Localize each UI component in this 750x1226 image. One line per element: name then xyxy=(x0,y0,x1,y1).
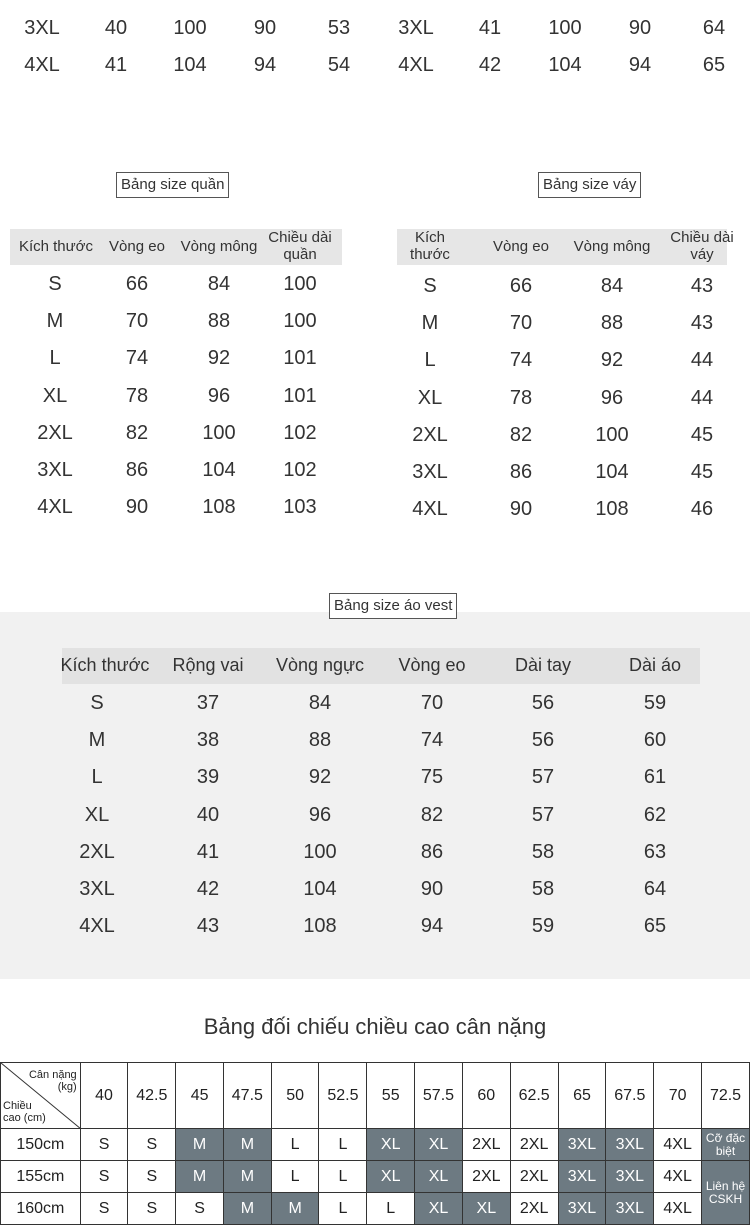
vest-cell: 92 xyxy=(308,766,332,789)
skirt-cell: 2XL xyxy=(412,423,448,446)
vest-cell: 41 xyxy=(196,840,220,863)
weight-header-cell: 70 xyxy=(654,1063,702,1129)
top-left-cell: 104 xyxy=(173,54,207,76)
pants-cell: 100 xyxy=(283,273,317,295)
top-left-cell: 90 xyxy=(253,17,277,39)
weight-header-cell: 47.5 xyxy=(223,1063,271,1129)
height-cell: 150cm xyxy=(1,1129,81,1161)
size-cell: L xyxy=(319,1193,367,1225)
skirt-cell: 108 xyxy=(595,498,629,521)
size-cell: 3XL xyxy=(558,1161,606,1193)
vest-cell: 43 xyxy=(196,915,220,938)
pants-cell: 78 xyxy=(125,384,149,407)
size-cell: S xyxy=(80,1161,128,1193)
size-cell: L xyxy=(271,1161,319,1193)
pants-cell: 4XL xyxy=(37,496,73,519)
skirt-cell: 45 xyxy=(690,423,714,446)
skirt-cell: L xyxy=(424,349,436,372)
size-cell: M xyxy=(271,1193,319,1225)
weight-header-cell: 72.5 xyxy=(702,1063,750,1129)
size-cell: 2XL xyxy=(510,1129,558,1161)
vest-cell: 60 xyxy=(643,729,667,752)
weight-header-cell: 40 xyxy=(80,1063,128,1129)
skirt-cell: 70 xyxy=(509,312,533,335)
vest-header-4: Dài tay xyxy=(514,655,572,675)
size-cell: XL xyxy=(367,1161,415,1193)
special-size-note: Cỡ đặc biệt xyxy=(702,1129,750,1161)
pants-cell: 96 xyxy=(207,384,231,407)
vest-cell: 75 xyxy=(420,766,444,789)
vest-cell: S xyxy=(90,692,104,714)
vest-cell: 104 xyxy=(303,878,337,900)
height-cell: 155cm xyxy=(1,1161,81,1193)
vest-cell: 65 xyxy=(643,915,667,938)
vest-cell: L xyxy=(91,766,103,789)
size-cell: 4XL xyxy=(654,1129,702,1161)
pants-cell: 74 xyxy=(125,347,149,370)
skirt-cell: 4XL xyxy=(412,498,448,521)
size-cell: XL xyxy=(415,1129,463,1161)
skirt-cell: 82 xyxy=(509,423,533,446)
size-cell: XL xyxy=(415,1193,463,1225)
skirt-header-hip: Vòng mông xyxy=(573,238,651,255)
skirt-cell: 86 xyxy=(509,461,533,483)
pants-cell: 104 xyxy=(202,459,236,481)
weight-header-cell: 55 xyxy=(367,1063,415,1129)
top-right-cell: 94 xyxy=(628,54,652,76)
skirt-cell: 90 xyxy=(509,498,533,521)
vest-cell: 2XL xyxy=(79,840,115,863)
weight-header-cell: 50 xyxy=(271,1063,319,1129)
size-cell: S xyxy=(128,1161,176,1193)
skirt-cell: 84 xyxy=(600,275,624,297)
vest-cell: 56 xyxy=(531,692,555,714)
skirt-cell: 44 xyxy=(690,349,714,372)
skirt-cell: 43 xyxy=(690,312,714,335)
height-weight-table xyxy=(0,1062,750,1225)
size-cell: S xyxy=(176,1193,224,1225)
size-cell: 3XL xyxy=(606,1193,654,1225)
weight-header-cell: 67.5 xyxy=(606,1063,654,1129)
skirt-cell: 3XL xyxy=(412,461,448,483)
skirt-cell: 88 xyxy=(600,312,624,335)
pants-cell: 100 xyxy=(202,421,236,444)
vest-cell: 39 xyxy=(196,766,220,789)
vest-cell: 82 xyxy=(420,803,444,826)
pants-cell: 3XL xyxy=(37,459,73,481)
top-left-cell: 53 xyxy=(327,17,351,39)
vest-cell: 56 xyxy=(531,729,555,752)
corner-weight-label: Cân nặng (kg) xyxy=(28,1069,77,1093)
skirt-cell: XL xyxy=(417,386,443,409)
vest-cell: 37 xyxy=(196,692,220,714)
top-right-cell: 4XL xyxy=(398,54,434,76)
size-cell: L xyxy=(367,1193,415,1225)
pants-cell: 108 xyxy=(202,496,236,519)
pants-cell: 102 xyxy=(283,459,317,481)
vest-header-0: Kích thước xyxy=(60,655,150,675)
vest-cell: 88 xyxy=(308,729,332,752)
top-right-cell: 90 xyxy=(628,17,652,39)
size-cell: L xyxy=(319,1161,367,1193)
size-cell: XL xyxy=(367,1129,415,1161)
vest-cell: 59 xyxy=(531,915,555,938)
size-cell: 3XL xyxy=(606,1161,654,1193)
height-weight-title: Bảng đối chiếu chiều cao cân nặng xyxy=(203,1014,547,1039)
pants-cell: M xyxy=(46,310,64,333)
skirt-cell: 92 xyxy=(600,349,624,372)
skirt-cell: 44 xyxy=(690,386,714,409)
weight-header-cell: 42.5 xyxy=(128,1063,176,1129)
vest-cell: 108 xyxy=(303,915,337,938)
vest-cell: 100 xyxy=(303,840,337,863)
vest-cell: 61 xyxy=(643,766,667,789)
contact-support-note: Liên hệ CSKH xyxy=(702,1161,750,1225)
vest-header-2: Vòng ngực xyxy=(275,655,365,675)
height-row xyxy=(1,1129,750,1161)
skirt-cell: 104 xyxy=(595,461,629,483)
vest-cell: 64 xyxy=(643,878,667,900)
weight-header-cell: 45 xyxy=(176,1063,224,1129)
corner-cell xyxy=(1,1063,81,1129)
pants-cell: XL xyxy=(42,384,68,407)
size-cell: 4XL xyxy=(654,1193,702,1225)
vest-cell: 90 xyxy=(420,878,444,900)
pants-header-waist: Vòng eo xyxy=(109,238,165,255)
size-cell: S xyxy=(128,1129,176,1161)
vest-header-5: Dài áo xyxy=(628,655,682,675)
size-cell: M xyxy=(223,1161,271,1193)
top-left-cell: 94 xyxy=(253,54,277,76)
weight-header-cell: 62.5 xyxy=(510,1063,558,1129)
corner-height-label: Chiều cao (cm) xyxy=(3,1100,46,1124)
top-right-cell: 65 xyxy=(702,54,726,76)
vest-cell: 57 xyxy=(531,766,555,789)
skirt-cell: 100 xyxy=(595,423,629,446)
vest-cell: 57 xyxy=(531,803,555,826)
skirt-cell: S xyxy=(423,275,437,297)
pants-cell: S xyxy=(48,273,62,295)
height-cell: 160cm xyxy=(1,1193,81,1225)
skirt-cell: 43 xyxy=(690,275,714,297)
skirt-cell: 74 xyxy=(509,349,533,372)
pants-cell: 66 xyxy=(125,273,149,295)
vest-cell: 3XL xyxy=(79,878,115,900)
size-cell: L xyxy=(319,1129,367,1161)
size-cell: 2XL xyxy=(462,1129,510,1161)
vest-table-title: Bảng size áo vest xyxy=(329,593,457,619)
top-left-cell: 3XL xyxy=(24,17,60,39)
pants-header-hip: Vòng mông xyxy=(180,238,258,255)
pants-cell: 2XL xyxy=(37,421,73,444)
skirt-cell: 96 xyxy=(600,386,624,409)
skirt-cell: 45 xyxy=(690,461,714,483)
skirt-cell: 78 xyxy=(509,386,533,409)
top-right-cell: 100 xyxy=(548,17,582,39)
vest-cell: 94 xyxy=(420,915,444,938)
pants-cell: 92 xyxy=(207,347,231,370)
top-left-cell: 41 xyxy=(104,54,128,76)
vest-cell: 40 xyxy=(196,803,220,826)
size-cell: M xyxy=(176,1129,224,1161)
size-cell: 3XL xyxy=(558,1129,606,1161)
top-right-cell: 41 xyxy=(478,17,502,39)
weight-header-cell: 65 xyxy=(558,1063,606,1129)
vest-cell: 38 xyxy=(196,729,220,752)
size-cell: M xyxy=(223,1129,271,1161)
skirt-header-waist: Vòng eo xyxy=(493,238,549,255)
top-left-cell: 100 xyxy=(173,17,207,39)
top-left-cell: 54 xyxy=(327,54,351,76)
pants-cell: 103 xyxy=(283,496,317,519)
top-left-cell: 40 xyxy=(104,17,128,39)
top-right-cell: 42 xyxy=(478,54,502,76)
size-cell: 2XL xyxy=(462,1161,510,1193)
vest-cell: 58 xyxy=(531,840,555,863)
vest-cell: 70 xyxy=(420,692,444,714)
vest-header-1: Rộng vai xyxy=(172,655,244,675)
weight-header-row xyxy=(1,1063,750,1129)
pants-cell: 102 xyxy=(283,421,317,444)
vest-cell: 4XL xyxy=(79,915,115,938)
pants-cell: 84 xyxy=(207,273,231,295)
skirt-header-length: Chiều dài váy xyxy=(670,229,734,263)
size-cell: M xyxy=(223,1193,271,1225)
size-cell: S xyxy=(80,1129,128,1161)
pants-cell: 88 xyxy=(207,310,231,333)
vest-cell: 74 xyxy=(420,729,444,752)
size-cell: 4XL xyxy=(654,1161,702,1193)
size-cell: L xyxy=(271,1129,319,1161)
pants-cell: 100 xyxy=(283,310,317,333)
size-cell: 3XL xyxy=(606,1129,654,1161)
pants-header-length: Chiều dài quần xyxy=(268,229,332,263)
vest-cell: 63 xyxy=(643,840,667,863)
top-right-cell: 3XL xyxy=(398,17,434,39)
vest-cell: 84 xyxy=(308,692,332,714)
vest-cell: 59 xyxy=(643,692,667,714)
weight-header-cell: 60 xyxy=(462,1063,510,1129)
height-row xyxy=(1,1193,750,1225)
weight-header-cell: 57.5 xyxy=(415,1063,463,1129)
pants-cell: 90 xyxy=(125,496,149,519)
vest-cell: 86 xyxy=(420,840,444,863)
pants-cell: 101 xyxy=(283,384,317,407)
skirt-header-size: Kích thước xyxy=(410,229,450,263)
pants-cell: 86 xyxy=(125,459,149,481)
top-left-cell: 4XL xyxy=(24,54,60,76)
vest-cell: M xyxy=(88,729,106,752)
size-cell: 2XL xyxy=(510,1161,558,1193)
vest-header-3: Vòng eo xyxy=(398,655,466,675)
pants-cell: L xyxy=(49,347,61,370)
skirt-cell: 46 xyxy=(690,498,714,521)
vest-cell: 62 xyxy=(643,803,667,826)
size-cell: M xyxy=(176,1161,224,1193)
size-cell: 2XL xyxy=(510,1193,558,1225)
pants-header-size: Kích thước xyxy=(18,238,94,255)
pants-table-title: Bảng size quần xyxy=(116,172,229,198)
skirt-cell: 66 xyxy=(509,275,533,297)
size-cell: S xyxy=(80,1193,128,1225)
size-cell: XL xyxy=(415,1161,463,1193)
vest-cell: 42 xyxy=(196,878,220,900)
pants-cell: 101 xyxy=(283,347,317,370)
vest-cell: XL xyxy=(84,803,110,826)
size-cell: 3XL xyxy=(558,1193,606,1225)
top-right-cell: 64 xyxy=(702,17,726,39)
skirt-table-title: Bảng size váy xyxy=(538,172,641,198)
skirt-cell: M xyxy=(421,312,439,335)
pants-cell: 70 xyxy=(125,310,149,333)
size-cell: XL xyxy=(462,1193,510,1225)
vest-cell: 96 xyxy=(308,803,332,826)
size-cell: S xyxy=(128,1193,176,1225)
vest-cell: 58 xyxy=(531,878,555,900)
pants-cell: 82 xyxy=(125,421,149,444)
top-right-cell: 104 xyxy=(548,54,582,76)
weight-header-cell: 52.5 xyxy=(319,1063,367,1129)
height-row xyxy=(1,1161,750,1193)
